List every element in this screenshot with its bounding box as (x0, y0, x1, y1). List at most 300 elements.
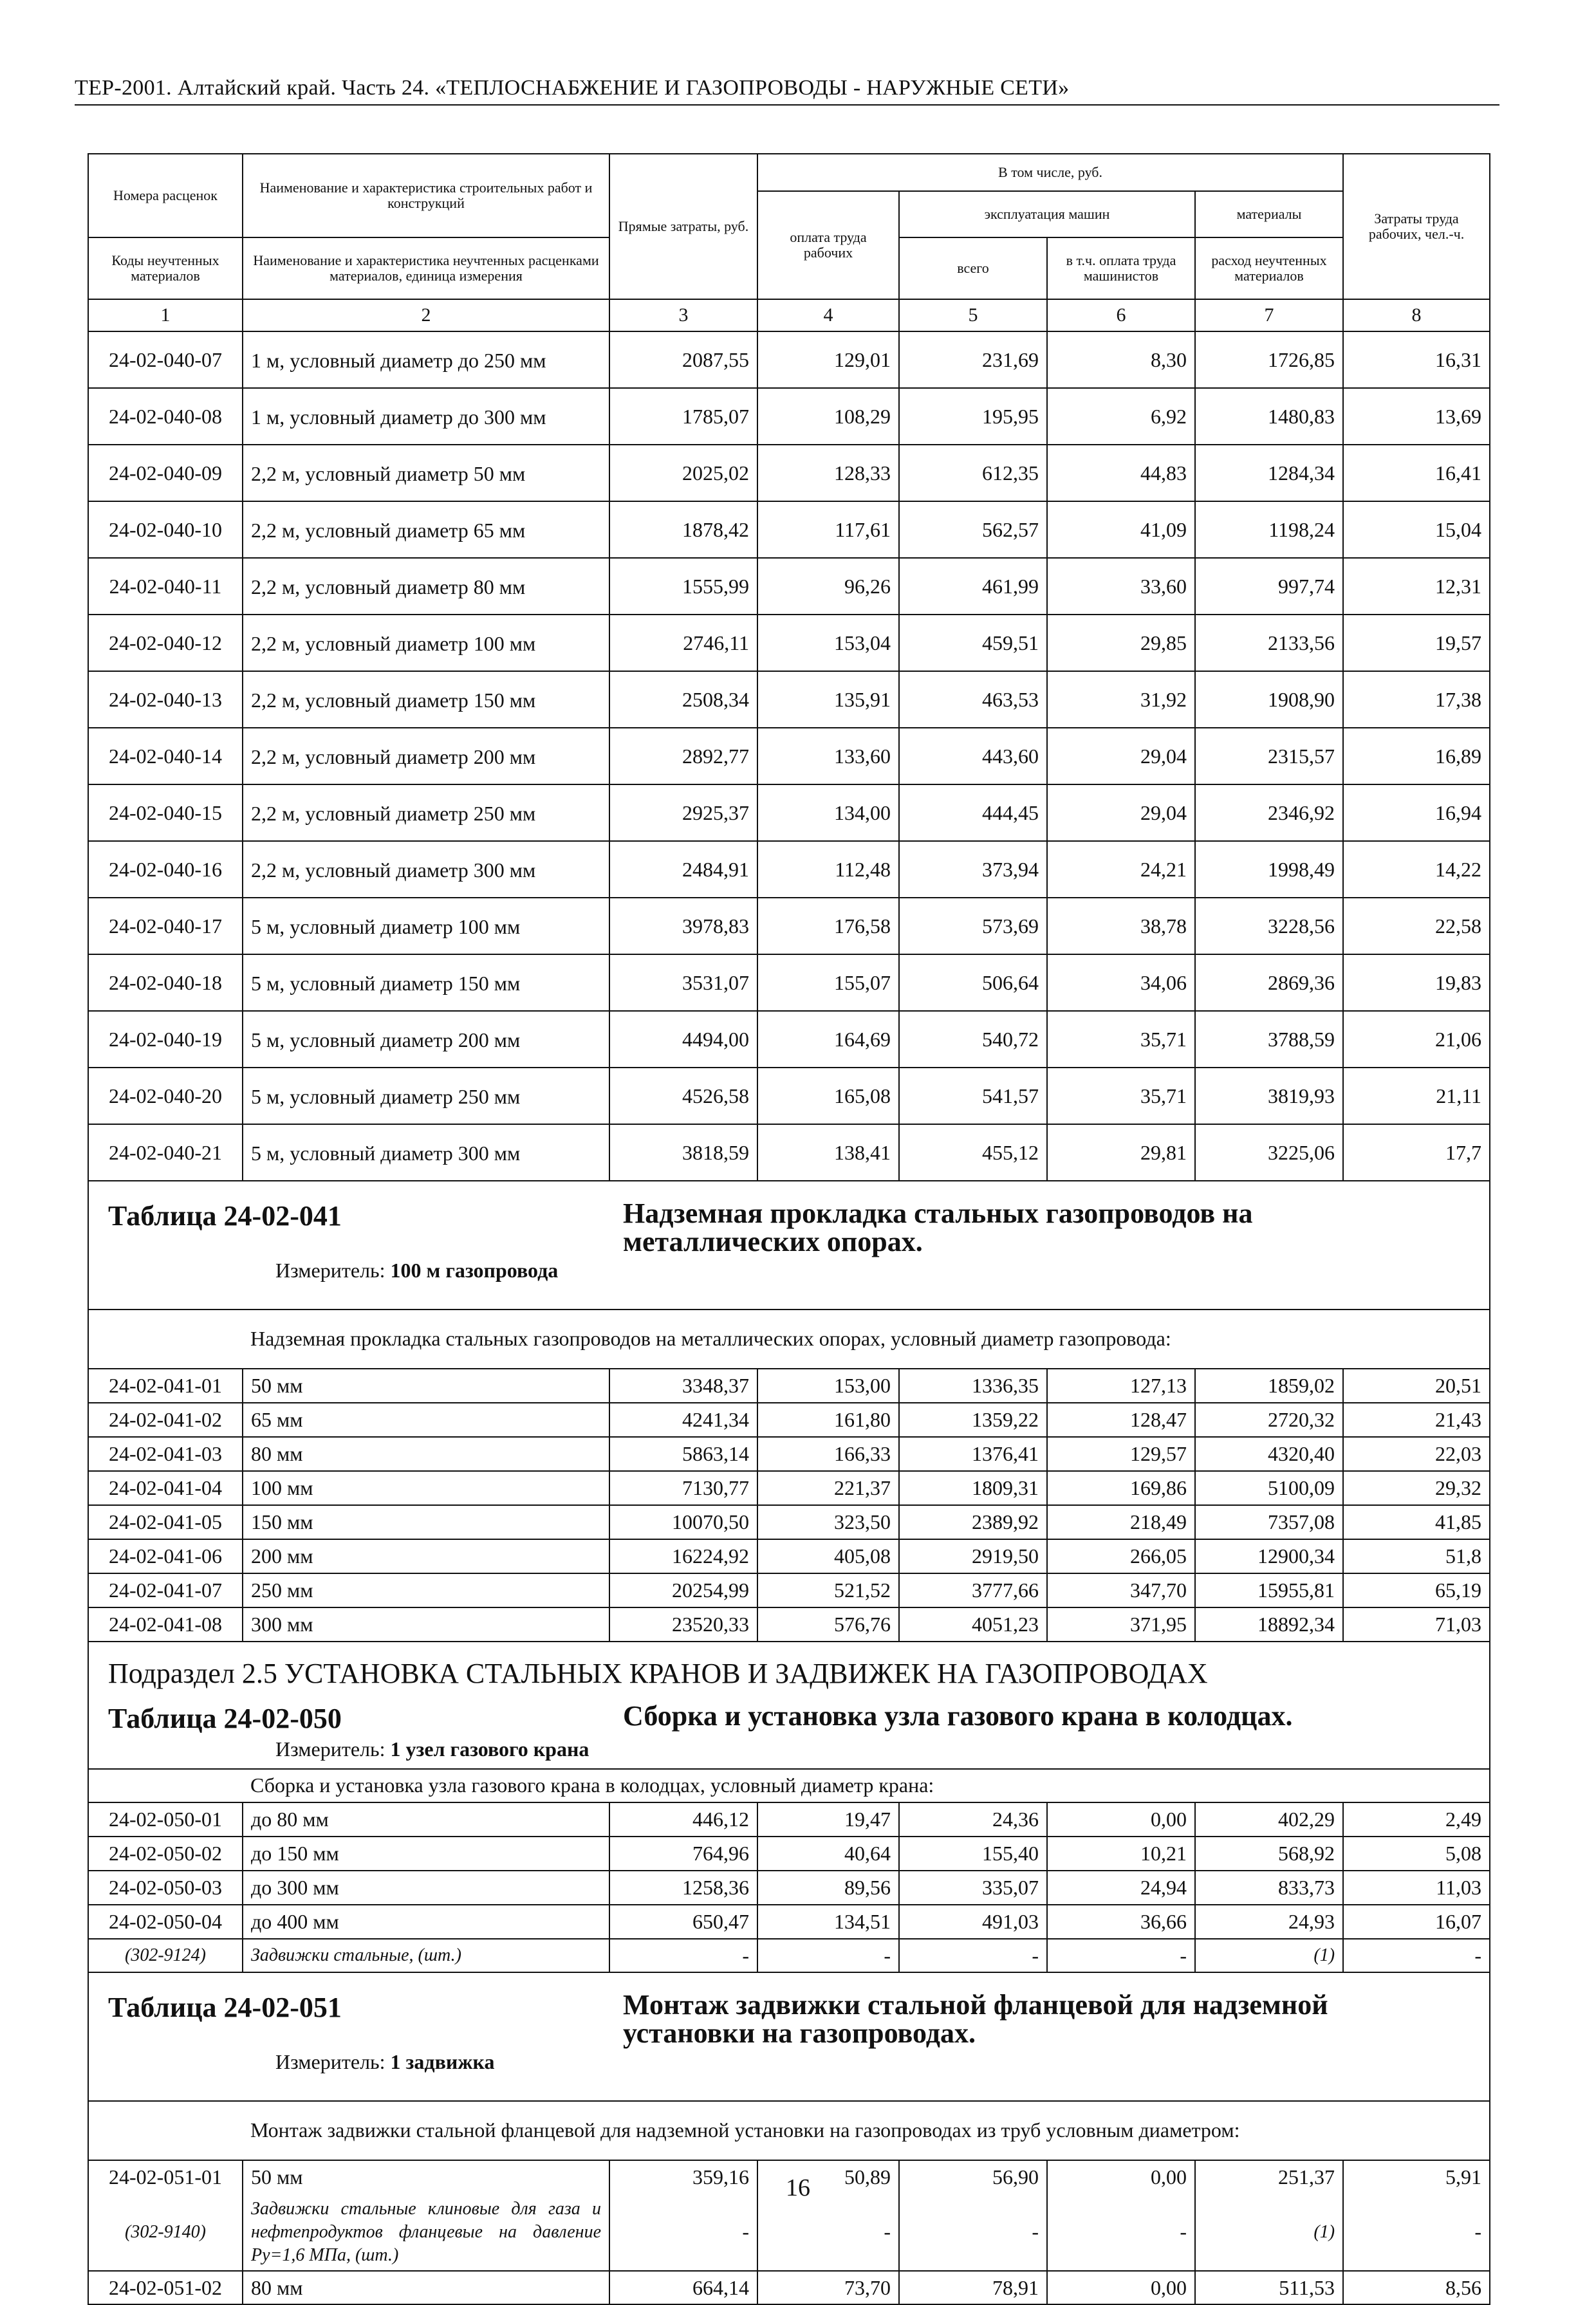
cell-hours: 71,03 (1343, 1607, 1490, 1642)
rate-name: 5 м, условный диаметр 300 мм (243, 1124, 609, 1181)
table-row (88, 1607, 1490, 1642)
cell-labor: 176,58 (757, 898, 899, 954)
cell-labor: 129,01 (757, 331, 899, 388)
rate-name: 5 м, условный диаметр 250 мм (243, 1068, 609, 1124)
header-machines-total: всего (899, 237, 1047, 299)
cell-machinist-pay: 33,60 (1047, 558, 1195, 615)
cell-labor: - (757, 2194, 899, 2271)
cell-materials: 7357,08 (1195, 1505, 1343, 1539)
table-row (88, 445, 1490, 501)
cell-hours: 16,89 (1343, 728, 1490, 784)
column-number: 8 (1343, 299, 1490, 331)
cell-materials: 1284,34 (1195, 445, 1343, 501)
table-row (88, 558, 1490, 615)
cell-machines: 461,99 (899, 558, 1047, 615)
rate-name: 2,2 м, условный диаметр 100 мм (243, 615, 609, 671)
rate-code: 24-02-040-16 (88, 841, 243, 898)
page-header: ТЕР-2001. Алтайский край. Часть 24. «ТЕПЛОСНАБЖЕНИЕ И ГАЗОПРОВОДЫ - НАРУЖНЫЕ СЕТИ» (75, 76, 1070, 100)
rate-name: 2,2 м, условный диаметр 200 мм (243, 728, 609, 784)
cell-hours: 22,03 (1343, 1437, 1490, 1471)
cell-materials: 24,93 (1195, 1905, 1343, 1939)
cell-machines: 463,53 (899, 671, 1047, 728)
rate-code: 24-02-050-01 (88, 1802, 243, 1837)
cell-machines: 443,60 (899, 728, 1047, 784)
cell-materials: 2346,92 (1195, 784, 1343, 841)
rate-code: 24-02-040-13 (88, 671, 243, 728)
header-materials-name: Наименование и характеристика неучтенных расценками материалов, единица измерения (243, 237, 609, 299)
table-title: Сборка и установка узла газового крана в колодцах. (623, 1700, 1293, 1732)
table-row (88, 1437, 1490, 1471)
cell-direct: 3531,07 (609, 954, 757, 1011)
cell-machinist-pay: 0,00 (1047, 1802, 1195, 1837)
rate-code: 24-02-041-01 (88, 1369, 243, 1403)
cell-hours: 16,07 (1343, 1905, 1490, 1939)
rate-code: 24-02-040-18 (88, 954, 243, 1011)
cell-materials: 511,53 (1195, 2271, 1343, 2304)
rate-code: 24-02-040-12 (88, 615, 243, 671)
column-number: 5 (899, 299, 1047, 331)
cell-direct: 20254,99 (609, 1573, 757, 1607)
column-number: 7 (1195, 299, 1343, 331)
rows-24-02-041 (88, 1369, 1490, 1642)
cell-direct: 1785,07 (609, 388, 757, 445)
rows-24-02-050 (88, 1802, 1490, 1939)
cell-labor: 112,48 (757, 841, 899, 898)
rate-code: 24-02-041-04 (88, 1471, 243, 1505)
cell-hours: 19,57 (1343, 615, 1490, 671)
header-machinist-pay: в т.ч. оплата труда машинистов (1047, 237, 1195, 299)
cell-labor: 576,76 (757, 1607, 899, 1642)
header-materials-unaccounted: расход неучтенных материалов (1195, 237, 1343, 299)
cell-machinist-pay: 347,70 (1047, 1573, 1195, 1607)
rate-code: 24-02-041-06 (88, 1539, 243, 1573)
table-row (88, 841, 1490, 898)
column-number: 1 (88, 299, 243, 331)
cell-hours: 14,22 (1343, 841, 1490, 898)
cell-direct: 7130,77 (609, 1471, 757, 1505)
cell-materials: 1726,85 (1195, 331, 1343, 388)
table-24-02-051 (88, 1972, 1490, 2304)
rate-name: 5 м, условный диаметр 100 мм (243, 898, 609, 954)
cell-machinist-pay: 44,83 (1047, 445, 1195, 501)
cell-machinist-pay: 127,13 (1047, 1369, 1195, 1403)
table-row (88, 1905, 1490, 1939)
table-caption: Монтаж задвижки стальной фланцевой для надземной установки на газопроводах из труб условным диаметром: (243, 2101, 1490, 2160)
cell-material-qty: (1) (1195, 2194, 1343, 2271)
cell-machinist-pay: 129,57 (1047, 1437, 1195, 1471)
table-row (88, 615, 1490, 671)
table-24-02-050-material (88, 1939, 1490, 1972)
cell-direct: 1878,42 (609, 501, 757, 558)
table-title: Монтаж задвижки стальной фланцевой для надземной установки на газопроводах. (623, 1989, 1328, 2049)
meter-value: 100 м газопровода (390, 1259, 559, 1282)
cell-machines: 2389,92 (899, 1505, 1047, 1539)
header-rule (75, 104, 1499, 106)
cell-machinist-pay: 29,04 (1047, 728, 1195, 784)
table-24-02-041-heading (88, 1181, 1490, 1310)
cell-machinist-pay: 371,95 (1047, 1607, 1195, 1642)
cell-materials: 15955,81 (1195, 1573, 1343, 1607)
table-row (88, 1871, 1490, 1905)
table-label: Таблица 24-02-041 (108, 1200, 342, 1232)
cell-materials: 3225,06 (1195, 1124, 1343, 1181)
cell-labor: 165,08 (757, 1068, 899, 1124)
meter-label: Измеритель: (275, 1259, 385, 1282)
cell-machines: 1809,31 (899, 1471, 1047, 1505)
rate-name: 2,2 м, условный диаметр 80 мм (243, 558, 609, 615)
cell-direct: 2892,77 (609, 728, 757, 784)
rate-name: 65 мм (243, 1403, 609, 1437)
cell-machinist-pay: 0,00 (1047, 2160, 1195, 2194)
subsection-2-5 (88, 1642, 1490, 1697)
cell-direct: 2484,91 (609, 841, 757, 898)
cell-materials: 2720,32 (1195, 1403, 1343, 1437)
cell-materials: 833,73 (1195, 1871, 1343, 1905)
cell-machinist-pay: 218,49 (1047, 1505, 1195, 1539)
cell-labor: 521,52 (757, 1573, 899, 1607)
rates-table (88, 153, 1490, 2305)
rate-name: до 300 мм (243, 1871, 609, 1905)
table-row (88, 1573, 1490, 1607)
cell-machines: 155,40 (899, 1837, 1047, 1871)
cell-labor: 117,61 (757, 501, 899, 558)
caption-spacer (88, 1310, 243, 1369)
cell-direct: 4526,58 (609, 1068, 757, 1124)
material-name: Задвижки стальные клиновые для газа и нефтепродуктов фланцевые на давление Ру=1,6 МПа, (шт.) (243, 2194, 609, 2271)
cell-labor: - (757, 1939, 899, 1972)
table-row (88, 1011, 1490, 1068)
table-row (88, 331, 1490, 388)
material-row (88, 1939, 1490, 1972)
cell-direct: 2025,02 (609, 445, 757, 501)
rate-code: 24-02-050-04 (88, 1905, 243, 1939)
cell-direct: - (609, 1939, 757, 1972)
cell-machines: 612,35 (899, 445, 1047, 501)
caption-spacer (88, 2101, 243, 2160)
subsection-title: Подраздел 2.5 УСТАНОВКА СТАЛЬНЫХ КРАНОВ И ЗАДВИЖЕК НА ГАЗОПРОВОДАХ (88, 1642, 1490, 1697)
table-caption: Сборка и установка узла газового крана в колодцах, условный диаметр крана: (243, 1769, 1490, 1802)
meter-label: Измеритель: (275, 2050, 385, 2073)
page-number: 16 (786, 2174, 810, 2201)
measurement-unit (108, 1259, 1470, 1282)
cell-hours: 29,32 (1343, 1471, 1490, 1505)
cell-materials: 2869,36 (1195, 954, 1343, 1011)
cell-machines: 459,51 (899, 615, 1047, 671)
rates-table-wrapper (88, 153, 1489, 2305)
cell-hours: 41,85 (1343, 1505, 1490, 1539)
cell-machinist-pay: 35,71 (1047, 1011, 1195, 1068)
cell-direct: 5863,14 (609, 1437, 757, 1471)
cell-direct: 446,12 (609, 1802, 757, 1837)
cell-machinist-pay: 169,86 (1047, 1471, 1195, 1505)
cell-hours: 12,31 (1343, 558, 1490, 615)
cell-materials: 402,29 (1195, 1802, 1343, 1837)
cell-machinist-pay: 0,00 (1047, 2271, 1195, 2304)
cell-materials: 1198,24 (1195, 501, 1343, 558)
cell-machines: 1359,22 (899, 1403, 1047, 1437)
material-row (88, 2194, 1490, 2271)
cell-direct: 4494,00 (609, 1011, 757, 1068)
rate-name: 50 мм (243, 2160, 609, 2194)
cell-labor: 108,29 (757, 388, 899, 445)
cell-machines: 491,03 (899, 1905, 1047, 1939)
cell-labor: 134,00 (757, 784, 899, 841)
rate-name: 2,2 м, условный диаметр 250 мм (243, 784, 609, 841)
cell-direct: 3818,59 (609, 1124, 757, 1181)
column-number: 2 (243, 299, 609, 331)
table-row (88, 1403, 1490, 1437)
column-number: 3 (609, 299, 757, 331)
header-direct-costs: Прямые затраты, руб. (609, 154, 757, 299)
cell-hours: 5,91 (1343, 2160, 1490, 2194)
cell-hours: 17,38 (1343, 671, 1490, 728)
material-code: (302-9124) (88, 1939, 243, 1972)
rate-code: 24-02-041-03 (88, 1437, 243, 1471)
cell-labor: 323,50 (757, 1505, 899, 1539)
cell-materials: 1998,49 (1195, 841, 1343, 898)
table-24-02-050 (88, 1697, 1490, 1802)
cell-machinist-pay: 31,92 (1047, 671, 1195, 728)
cell-machines: 3777,66 (899, 1573, 1047, 1607)
rate-code: 24-02-040-08 (88, 388, 243, 445)
cell-hours: 22,58 (1343, 898, 1490, 954)
rate-code: 24-02-040-17 (88, 898, 243, 954)
material-name: Задвижки стальные, (шт.) (243, 1939, 609, 1972)
cell-machines: 444,45 (899, 784, 1047, 841)
cell-labor: 164,69 (757, 1011, 899, 1068)
cell-machinist-pay: 24,94 (1047, 1871, 1195, 1905)
table-label: Таблица 24-02-051 (108, 1992, 342, 2023)
meter-label: Измеритель: (275, 1737, 385, 1761)
rate-code: 24-02-041-05 (88, 1505, 243, 1539)
cell-direct: 16224,92 (609, 1539, 757, 1573)
header-labor-hours: Затраты труда рабочих, чел.-ч. (1343, 154, 1490, 299)
cell-materials: 251,37 (1195, 2160, 1343, 2194)
cell-machinist-pay: 29,85 (1047, 615, 1195, 671)
cell-materials: 4320,40 (1195, 1437, 1343, 1471)
cell-materials: 568,92 (1195, 1837, 1343, 1871)
cell-labor: 128,33 (757, 445, 899, 501)
cell-hours: 11,03 (1343, 1871, 1490, 1905)
cell-direct: 764,96 (609, 1837, 757, 1871)
rate-name: 2,2 м, условный диаметр 150 мм (243, 671, 609, 728)
table-title: Надземная прокладка стальных газопроводов на металлических опорах. (623, 1198, 1253, 1257)
rate-code: 24-02-040-15 (88, 784, 243, 841)
cell-labor: 89,56 (757, 1871, 899, 1905)
rate-code: 24-02-051-01 (88, 2160, 243, 2194)
cell-hours: 16,94 (1343, 784, 1490, 841)
rate-name: 5 м, условный диаметр 150 мм (243, 954, 609, 1011)
rate-code: 24-02-041-02 (88, 1403, 243, 1437)
header-labor-pay: оплата труда рабочих (757, 191, 899, 299)
cell-machinist-pay: 29,04 (1047, 784, 1195, 841)
table-row (88, 1837, 1490, 1871)
cell-machines: 335,07 (899, 1871, 1047, 1905)
rate-code: 24-02-050-02 (88, 1837, 243, 1871)
rate-name: 80 мм (243, 1437, 609, 1471)
table-row (88, 388, 1490, 445)
rate-name: 300 мм (243, 1607, 609, 1642)
cell-labor: 134,51 (757, 1905, 899, 1939)
rate-code: 24-02-040-10 (88, 501, 243, 558)
cell-machinist-pay: 266,05 (1047, 1539, 1195, 1573)
cell-materials: 1908,90 (1195, 671, 1343, 728)
measurement-unit (108, 2050, 1470, 2074)
cell-material-qty: (1) (1195, 1939, 1343, 1972)
cell-direct: - (609, 2194, 757, 2271)
cell-hours: 51,8 (1343, 1539, 1490, 1573)
rate-name: 2,2 м, условный диаметр 50 мм (243, 445, 609, 501)
table-caption: Надземная прокладка стальных газопроводов на металлических опорах, условный диаметр газопровода: (243, 1310, 1490, 1369)
cell-hours: 13,69 (1343, 388, 1490, 445)
cell-direct: 23520,33 (609, 1607, 757, 1642)
cell-machines: 1376,41 (899, 1437, 1047, 1471)
cell-direct: 1258,36 (609, 1871, 757, 1905)
rate-code: 24-02-040-21 (88, 1124, 243, 1181)
group-24-02-040 (88, 331, 1490, 1181)
table-row (88, 501, 1490, 558)
rate-code: 24-02-051-02 (88, 2271, 243, 2304)
cell-hours: 20,51 (1343, 1369, 1490, 1403)
table-row (88, 1124, 1490, 1181)
cell-labor: 405,08 (757, 1539, 899, 1573)
cell-materials: 18892,34 (1195, 1607, 1343, 1642)
cell-labor: 135,91 (757, 671, 899, 728)
column-number: 6 (1047, 299, 1195, 331)
cell-machinist-pay: 29,81 (1047, 1124, 1195, 1181)
rate-name: 2,2 м, условный диаметр 65 мм (243, 501, 609, 558)
cell-hours: 21,43 (1343, 1403, 1490, 1437)
cell-direct: 650,47 (609, 1905, 757, 1939)
rate-code: 24-02-040-11 (88, 558, 243, 615)
rate-name: 5 м, условный диаметр 200 мм (243, 1011, 609, 1068)
cell-machines: 541,57 (899, 1068, 1047, 1124)
cell-machines: 231,69 (899, 331, 1047, 388)
rate-name: 2,2 м, условный диаметр 300 мм (243, 841, 609, 898)
cell-materials: 2315,57 (1195, 728, 1343, 784)
rate-name: 50 мм (243, 1369, 609, 1403)
rate-code: 24-02-050-03 (88, 1871, 243, 1905)
cell-machines: - (899, 1939, 1047, 1972)
table-row (88, 1471, 1490, 1505)
cell-hours: 65,19 (1343, 1573, 1490, 1607)
table-row (88, 784, 1490, 841)
cell-machinist-pay: 8,30 (1047, 331, 1195, 388)
cell-machines: 562,57 (899, 501, 1047, 558)
cell-hours: 21,11 (1343, 1068, 1490, 1124)
rate-name: 80 мм (243, 2271, 609, 2304)
cell-machinist-pay: - (1047, 2194, 1195, 2271)
cell-machinist-pay: 38,78 (1047, 898, 1195, 954)
header-codes: Коды неучтенных материалов (88, 237, 243, 299)
meter-value: 1 узел газового крана (390, 1737, 589, 1761)
cell-hours: 2,49 (1343, 1802, 1490, 1837)
cell-machines: 4051,23 (899, 1607, 1047, 1642)
cell-direct: 3348,37 (609, 1369, 757, 1403)
cell-labor: 155,07 (757, 954, 899, 1011)
cell-machinist-pay: - (1047, 1939, 1195, 1972)
cell-machines: 540,72 (899, 1011, 1047, 1068)
cell-materials: 2133,56 (1195, 615, 1343, 671)
cell-hours: 15,04 (1343, 501, 1490, 558)
rate-code: 24-02-040-09 (88, 445, 243, 501)
header-materials: материалы (1195, 191, 1343, 237)
header-including: В том числе, руб. (757, 154, 1343, 191)
table-row (88, 671, 1490, 728)
cell-machines: 506,64 (899, 954, 1047, 1011)
cell-machines: 1336,35 (899, 1369, 1047, 1403)
cell-machinist-pay: 24,21 (1047, 841, 1195, 898)
cell-materials: 997,74 (1195, 558, 1343, 615)
cell-direct: 2087,55 (609, 331, 757, 388)
cell-machines: 195,95 (899, 388, 1047, 445)
cell-machines: 455,12 (899, 1124, 1047, 1181)
table-row (88, 954, 1490, 1011)
rate-code: 24-02-041-08 (88, 1607, 243, 1642)
cell-hours: 5,08 (1343, 1837, 1490, 1871)
cell-materials: 3819,93 (1195, 1068, 1343, 1124)
cell-labor: 19,47 (757, 1802, 899, 1837)
cell-machines: 56,90 (899, 2160, 1047, 2194)
cell-machines: 373,94 (899, 841, 1047, 898)
cell-labor: 73,70 (757, 2271, 899, 2304)
cell-labor: 138,41 (757, 1124, 899, 1181)
table-24-02-041 (88, 1181, 1490, 1369)
cell-machinist-pay: 128,47 (1047, 1403, 1195, 1437)
cell-machinist-pay: 41,09 (1047, 501, 1195, 558)
table-row (88, 1539, 1490, 1573)
cell-labor: 221,37 (757, 1471, 899, 1505)
rate-name: 150 мм (243, 1505, 609, 1539)
cell-hours: 16,41 (1343, 445, 1490, 501)
meter-value: 1 задвижка (390, 2050, 495, 2073)
header-works: Наименование и характеристика строительных работ и конструкций (243, 154, 609, 237)
cell-machinist-pay: 36,66 (1047, 1905, 1195, 1939)
cell-direct: 10070,50 (609, 1505, 757, 1539)
table-row (88, 728, 1490, 784)
rate-name: 100 мм (243, 1471, 609, 1505)
caption-spacer (88, 1769, 243, 1802)
cell-materials: 3228,56 (1195, 898, 1343, 954)
table-row (88, 1802, 1490, 1837)
rate-code: 24-02-040-07 (88, 331, 243, 388)
cell-materials: 3788,59 (1195, 1011, 1343, 1068)
cell-direct: 2925,37 (609, 784, 757, 841)
cell-hours: 21,06 (1343, 1011, 1490, 1068)
cell-labor: 40,64 (757, 1837, 899, 1871)
table-row (88, 2271, 1490, 2304)
measurement-unit (108, 1737, 1470, 1761)
cell-machinist-pay: 35,71 (1047, 1068, 1195, 1124)
rate-name: 200 мм (243, 1539, 609, 1573)
table-row (88, 1369, 1490, 1403)
table-label: Таблица 24-02-050 (108, 1703, 342, 1734)
rate-code: 24-02-041-07 (88, 1573, 243, 1607)
rate-name: до 80 мм (243, 1802, 609, 1837)
cell-materials: 1480,83 (1195, 388, 1343, 445)
cell-machines: - (899, 2194, 1047, 2271)
table-row (88, 898, 1490, 954)
cell-labor: 153,00 (757, 1369, 899, 1403)
cell-direct: 2508,34 (609, 671, 757, 728)
rate-name: 1 м, условный диаметр до 300 мм (243, 388, 609, 445)
rate-code: 24-02-040-20 (88, 1068, 243, 1124)
cell-direct: 664,14 (609, 2271, 757, 2304)
cell-direct: 1555,99 (609, 558, 757, 615)
cell-labor: 133,60 (757, 728, 899, 784)
table-24-02-051-heading (88, 1972, 1490, 2101)
rate-code: 24-02-040-19 (88, 1011, 243, 1068)
